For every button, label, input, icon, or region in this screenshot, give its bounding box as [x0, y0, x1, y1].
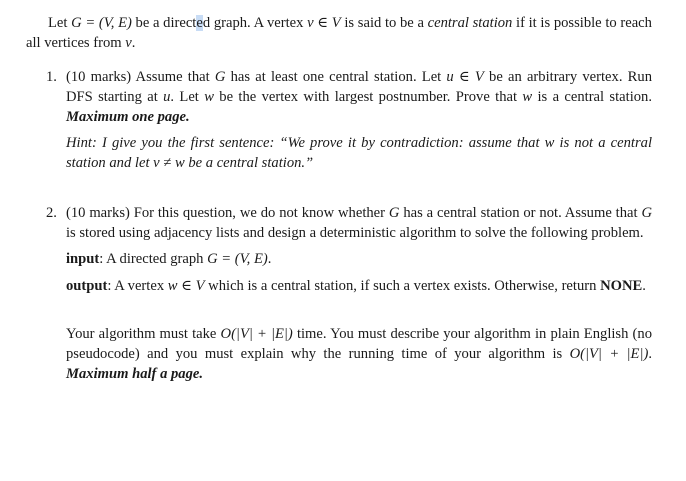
question-2-body [66, 203, 652, 384]
question-number: 1. [46, 69, 57, 85]
output-label: output [66, 278, 108, 294]
math-graph: G = (V, E) [71, 15, 132, 31]
question-1-text: (10 marks) Assume that G has at least one central station. Let u ∈ V be an arbitrary vertex. Run DFS starting at u. Let w be the vertex with largest postnumber. Prove that w is a central station. Maximum one page. [66, 69, 653, 125]
input-label: input [66, 251, 100, 267]
question-1-body [66, 67, 652, 173]
question-2-text: (10 marks) For this question, we do not know whether G has a central station or not. Assume that G is stored using adjacency lists and design a deterministic algorithm to solve the following problem. [66, 205, 652, 241]
page-limit: Maximum one page. [66, 109, 190, 125]
question-2-requirements: Your algorithm must take O(|V| + |E|) time. You must describe your algorithm in plain English (no pseudocode) and you must explain why the running time of your algorithm is O(|V| + |E|). Maximum half a page. [66, 326, 652, 382]
question-number: 2. [46, 205, 57, 221]
intro-paragraph: Let G = (V, E) be a directed graph. A vertex v ∈ V is said to be a central station if it is possible to reach all vertices from v. [26, 15, 652, 51]
question-1-hint: Hint: I give you the first sentence: “We prove it by contradiction: assume that w is not a central station and let v ≠ w be a central station.” [66, 135, 652, 171]
page-limit: Maximum half a page. [66, 366, 204, 382]
none-keyword: NONE [600, 278, 643, 294]
problem-input: input: A directed graph G = (V, E). [66, 251, 272, 267]
term-central-station: central station [427, 15, 513, 31]
text-selection-highlight: e [196, 15, 203, 31]
problem-output: output: A vertex w ∈ V which is a central station, if such a vertex exists. Otherwise, return NONE. [66, 278, 646, 294]
